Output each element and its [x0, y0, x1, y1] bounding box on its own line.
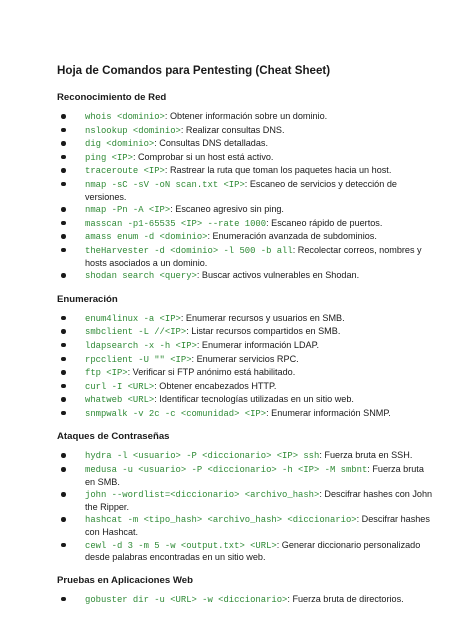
- command-code: ping <IP>: [85, 152, 133, 163]
- command-description: : Recolectar correos, nombres y hosts asociados a un dominio.: [85, 244, 422, 268]
- command-description: : Identificar tecnologías utilizadas en un sitio web.: [154, 394, 354, 405]
- command-description: : Escaneo de servicios y detección de versiones.: [85, 178, 397, 202]
- command-code: hashcat -m <tipo_hash> <archivo_hash> <diccionario>: [85, 515, 357, 526]
- list-item: [57, 138, 434, 151]
- bullet-icon: [61, 543, 66, 548]
- list-item: [57, 326, 434, 339]
- command-description: : Listar recursos compartidos en SMB.: [186, 326, 341, 337]
- list-item: [57, 245, 434, 269]
- bullet-icon: [61, 517, 66, 522]
- bullet-icon: [61, 114, 66, 119]
- command-code: john --wordlist=<diccionario> <archivo_hash>: [85, 490, 320, 501]
- command-code: hydra -l <usuario> -P <diccionario> <IP> ssh: [85, 451, 320, 462]
- list-item: [57, 313, 434, 326]
- list-item: [57, 218, 434, 231]
- command-code: amass enum -d <dominio>: [85, 232, 208, 243]
- list-item: [57, 165, 434, 178]
- command-code: curl -I <URL>: [85, 381, 155, 392]
- bullet-icon: [61, 155, 66, 160]
- command-description: : Consultas DNS detalladas.: [154, 138, 268, 149]
- bullet-icon: [61, 370, 66, 375]
- command-code: traceroute <IP>: [85, 166, 165, 177]
- list-item: [57, 514, 434, 538]
- list-item: [57, 540, 434, 564]
- list-item: [57, 340, 434, 353]
- command-list: [57, 450, 434, 563]
- command-description: : Enumerar servicios RPC.: [191, 353, 299, 364]
- list-item: [57, 450, 434, 463]
- bullet-icon: [61, 234, 66, 239]
- bullet-icon: [61, 273, 66, 278]
- command-code: smbclient -L //<IP>: [85, 327, 187, 338]
- bullet-icon: [61, 397, 66, 402]
- command-description: : Enumerar recursos y usuarios en SMB.: [180, 312, 345, 323]
- command-code: enum4linux -a <IP>: [85, 313, 181, 324]
- list-item: [57, 381, 434, 394]
- bullet-icon: [61, 316, 66, 321]
- command-code: whatweb <URL>: [85, 395, 155, 406]
- command-description: : Fuerza bruta en SMB.: [85, 464, 424, 487]
- command-description: : Obtener información sobre un dominio.: [164, 111, 328, 121]
- bullet-icon: [61, 453, 66, 458]
- command-description: : Enumeración avanzada de subdominios.: [207, 231, 377, 242]
- command-description: : Comprobar si un host está activo.: [132, 151, 274, 162]
- command-description: : Obtener encabezados HTTP.: [154, 380, 277, 391]
- command-list: [57, 594, 434, 607]
- list-item: [57, 179, 434, 203]
- bullet-icon: [61, 248, 66, 253]
- bullet-icon: [61, 467, 66, 472]
- command-description: : Escaneo agresivo sin ping.: [170, 204, 284, 215]
- command-description: : Fuerza bruta en SSH.: [319, 450, 413, 461]
- command-description: : Enumerar información LDAP.: [196, 339, 319, 350]
- bullet-icon: [61, 597, 66, 602]
- bullet-icon: [61, 384, 66, 389]
- bullet-icon: [61, 221, 66, 226]
- list-item: [57, 394, 434, 407]
- command-code: nmap -Pn -A <IP>: [85, 205, 171, 216]
- command-description: : Verificar si FTP anónimo está habilitado.: [127, 367, 296, 378]
- command-description: : Descifrar hashes con John the Ripper.: [85, 489, 433, 512]
- bullet-icon: [61, 411, 66, 416]
- list-item: [57, 204, 434, 217]
- section-heading: Pruebas en Aplicaciones Web: [57, 574, 193, 586]
- command-code: medusa -u <usuario> -P <diccionario> -h <IP> -M smbnt: [85, 465, 368, 476]
- section-heading: Enumeración: [57, 293, 118, 305]
- command-description: : Fuerza bruta de directorios.: [287, 593, 404, 604]
- command-description: : Escaneo rápido de puertos.: [266, 217, 383, 228]
- command-list: [57, 111, 434, 283]
- command-description: : Buscar activos vulnerables en Shodan.: [196, 270, 360, 281]
- command-description: : Rastrear la ruta que toman los paquetes hacia un host.: [164, 165, 392, 176]
- command-code: nmap -sC -sV -oN scan.txt <IP>: [85, 179, 245, 190]
- sections-container: [57, 92, 434, 606]
- bullet-icon: [61, 141, 66, 146]
- list-item: [57, 152, 434, 165]
- list-item: [57, 125, 434, 138]
- command-description: : Enumerar información SNMP.: [266, 407, 391, 418]
- command-code: nslookup <dominio>: [85, 125, 181, 136]
- bullet-icon: [61, 207, 66, 212]
- command-description: : Descifrar hashes con Hashcat.: [85, 514, 430, 538]
- command-description: : Generar diccionario personalizado desde palabras encontradas en un sitio web.: [85, 539, 421, 563]
- command-code: rpcclient -U "" <IP>: [85, 354, 192, 365]
- bullet-icon: [61, 128, 66, 133]
- bullet-icon: [61, 492, 66, 497]
- page-title: Hoja de Comandos para Pentesting (Cheat Sheet): [57, 64, 331, 77]
- command-code: dig <dominio>: [85, 139, 155, 150]
- command-list: [57, 313, 434, 421]
- bullet-icon: [61, 343, 66, 348]
- command-description: : Realizar consultas DNS.: [180, 124, 285, 135]
- list-item: [57, 489, 434, 513]
- command-code: shodan search <query>: [85, 271, 197, 282]
- list-item: [57, 270, 434, 283]
- list-item: [57, 408, 434, 421]
- list-item: [57, 464, 434, 488]
- list-item: [57, 111, 434, 124]
- list-item: [57, 354, 434, 367]
- list-item: [57, 231, 434, 244]
- bullet-icon: [61, 168, 66, 173]
- command-code: masscan -p1-65535 <IP> --rate 1000: [85, 218, 267, 229]
- list-item: [57, 594, 434, 607]
- command-code: ftp <IP>: [85, 368, 128, 379]
- section-heading: Ataques de Contraseñas: [57, 431, 170, 443]
- command-code: ldapsearch -x -h <IP>: [85, 340, 197, 351]
- section-heading: Reconocimiento de Red: [57, 92, 167, 103]
- command-code: theHarvester -d <dominio> -l 500 -b all: [85, 245, 293, 256]
- bullet-icon: [61, 182, 66, 187]
- command-code: gobuster dir -u <URL> -w <diccionario>: [85, 594, 288, 605]
- command-code: whois <dominio>: [85, 112, 165, 122]
- command-code: snmpwalk -v 2c -c <comunidad> <IP>: [85, 408, 267, 419]
- bullet-icon: [61, 329, 66, 334]
- bullet-icon: [61, 357, 66, 362]
- command-code: cewl -d 3 -m 5 -w <output.txt> <URL>: [85, 540, 277, 551]
- list-item: [57, 367, 434, 380]
